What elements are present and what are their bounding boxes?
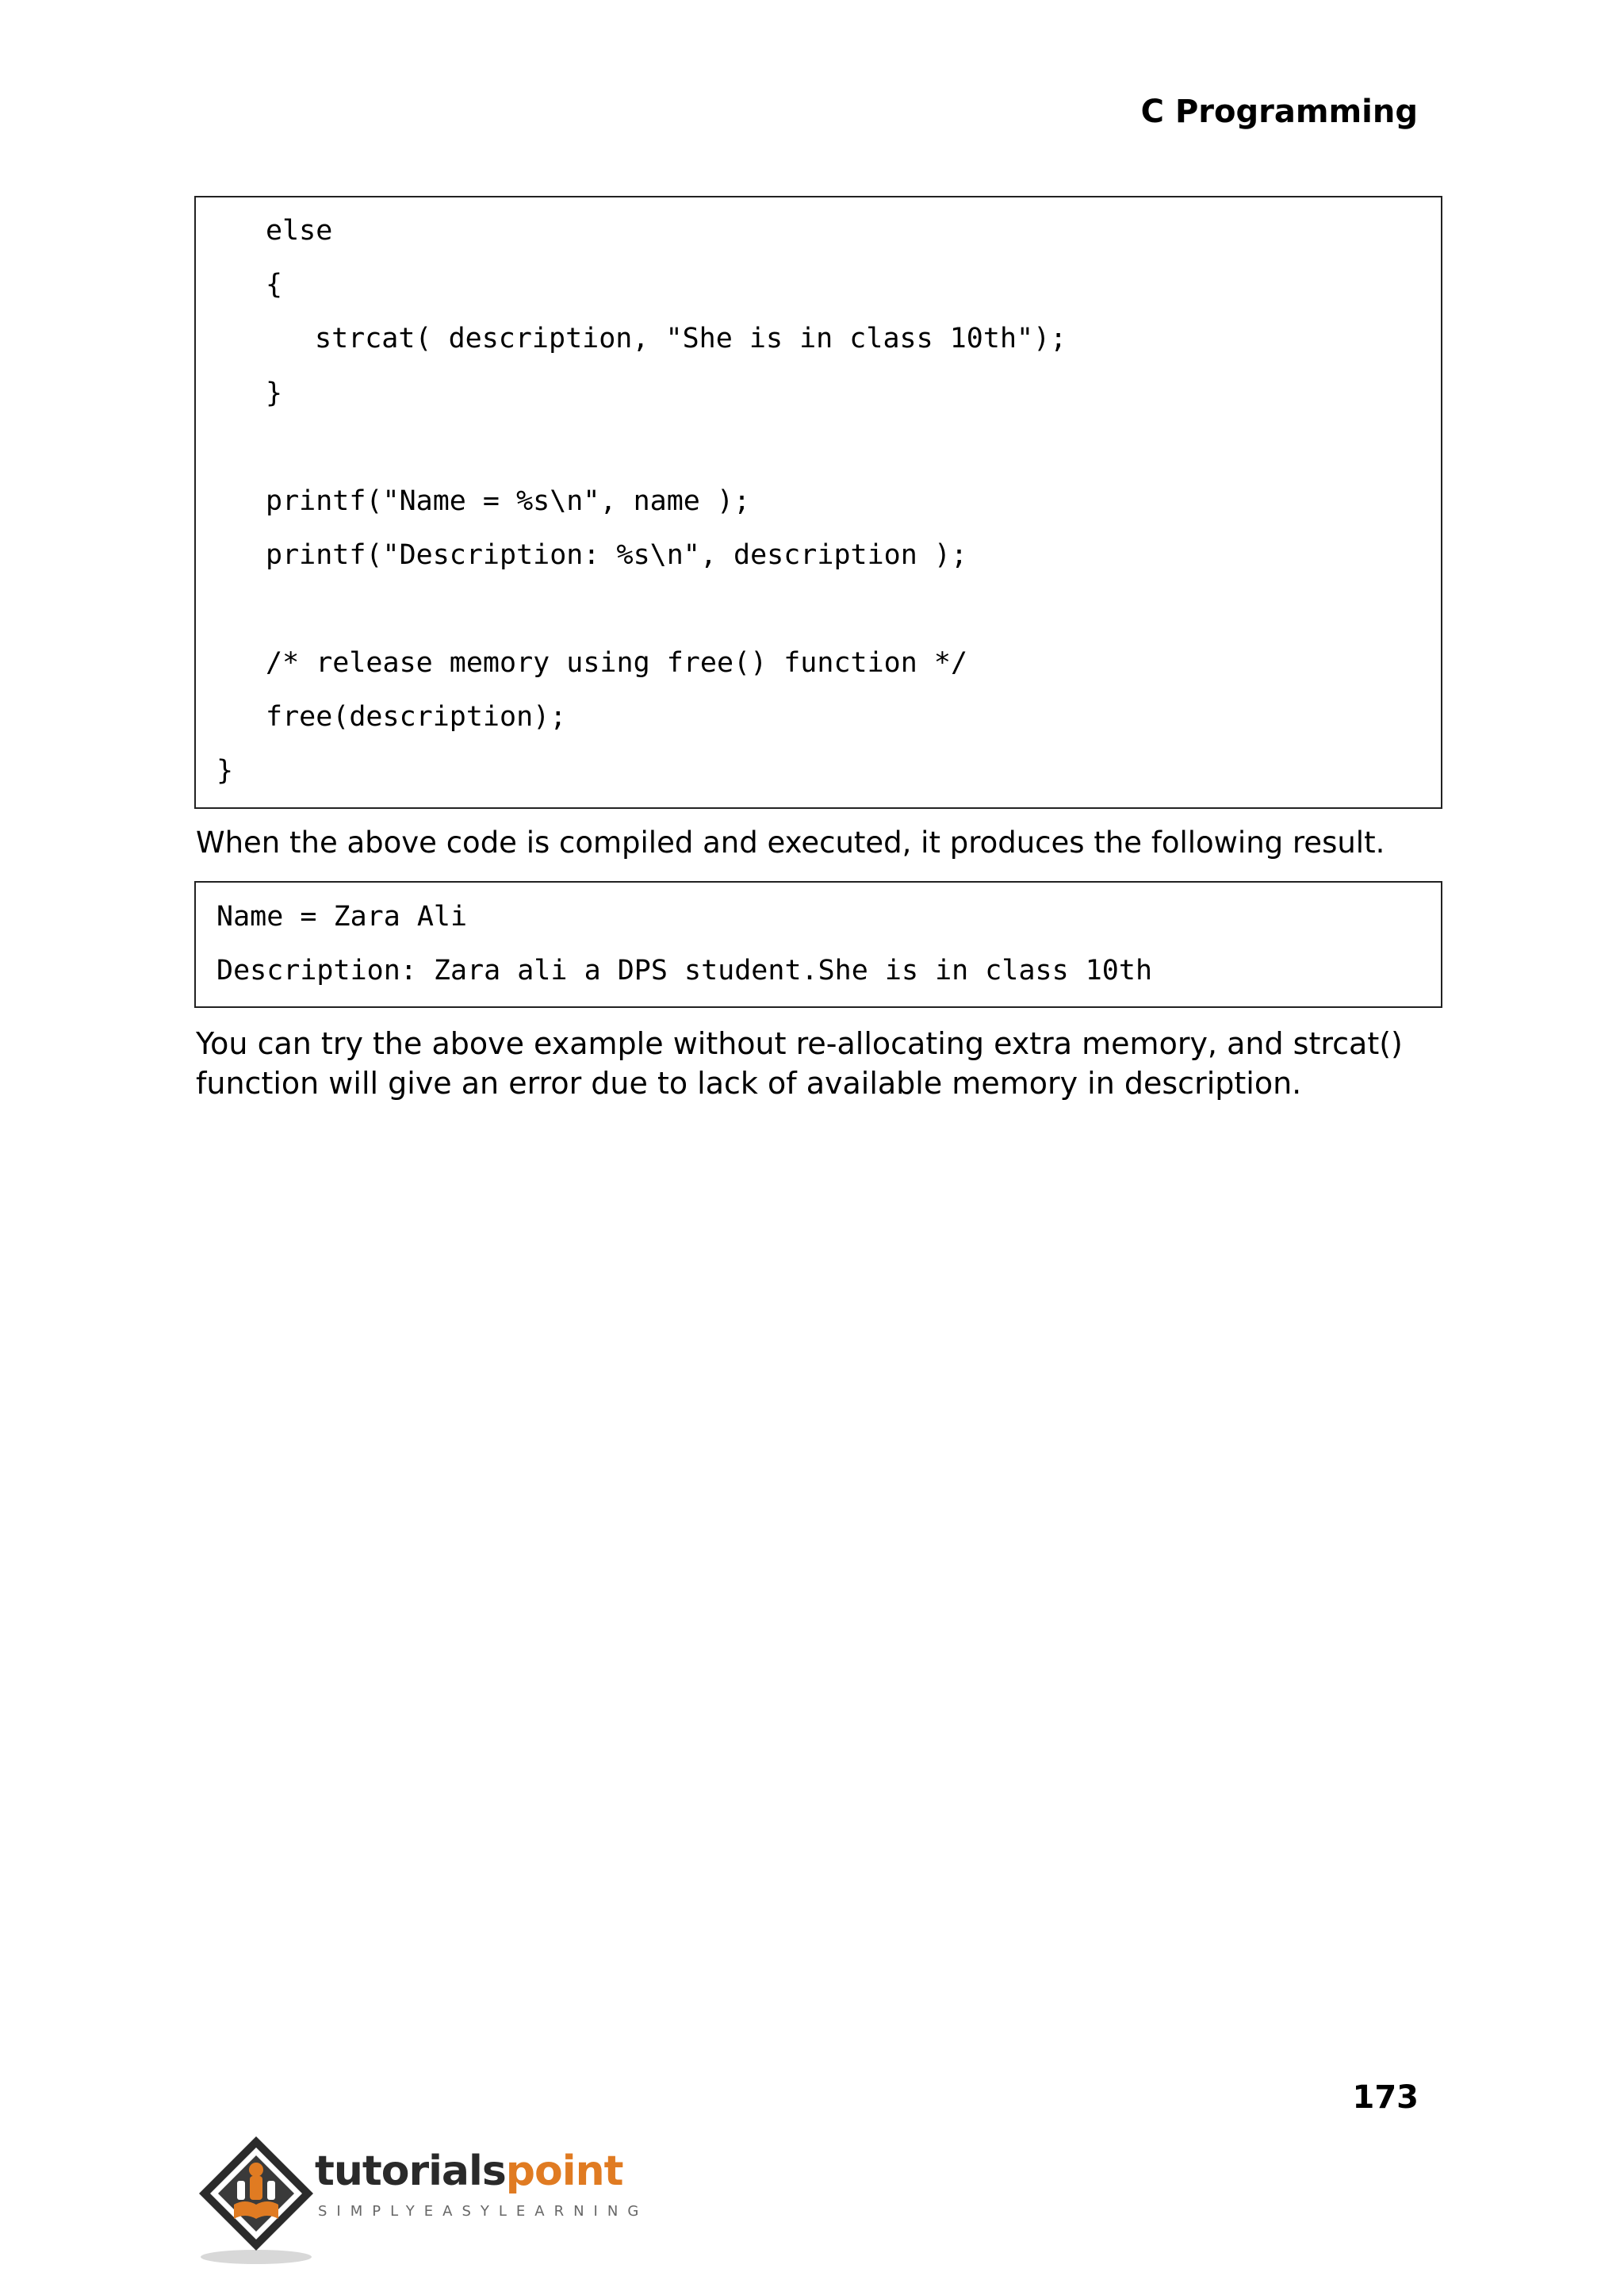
- code-line: printf("Description: %s\n", description );: [266, 539, 968, 571]
- page-number: 173: [1352, 2079, 1419, 2116]
- code-line: printf("Name = %s\n", name );: [266, 485, 751, 517]
- logo-tagline: SIMPLYEASYLEARNING: [318, 2203, 649, 2220]
- code-line: {: [266, 269, 283, 301]
- explanation-paragraph: [196, 1024, 1449, 1103]
- code-line: strcat( description, "She is in class 10th");: [315, 323, 1067, 354]
- logo-diamond-icon: [193, 2132, 320, 2266]
- explanation-line: function will give an error due to lack of available memory in description.: [196, 1066, 1302, 1101]
- code-line: else: [266, 215, 333, 247]
- code-line: }: [216, 755, 234, 787]
- explanation-line: You can try the above example without re-allocating extra memory, and strcat(): [196, 1026, 1403, 1061]
- code-line: }: [266, 377, 283, 409]
- code-block: [194, 196, 1442, 809]
- code-line: free(description);: [266, 701, 567, 733]
- tutorialspoint-logo: [193, 2132, 649, 2266]
- running-header: C Programming: [1140, 94, 1418, 130]
- logo-wordmark: tutorialspoint: [315, 2147, 623, 2195]
- output-block: [194, 881, 1442, 1008]
- output-line: Description: Zara ali a DPS student.She is in class 10th: [216, 955, 1153, 987]
- output-line: Name = Zara Ali: [216, 901, 468, 933]
- code-line: /* release memory using free() function */: [266, 647, 968, 679]
- result-intro-paragraph: When the above code is compiled and executed, it produces the following result.: [196, 826, 1385, 860]
